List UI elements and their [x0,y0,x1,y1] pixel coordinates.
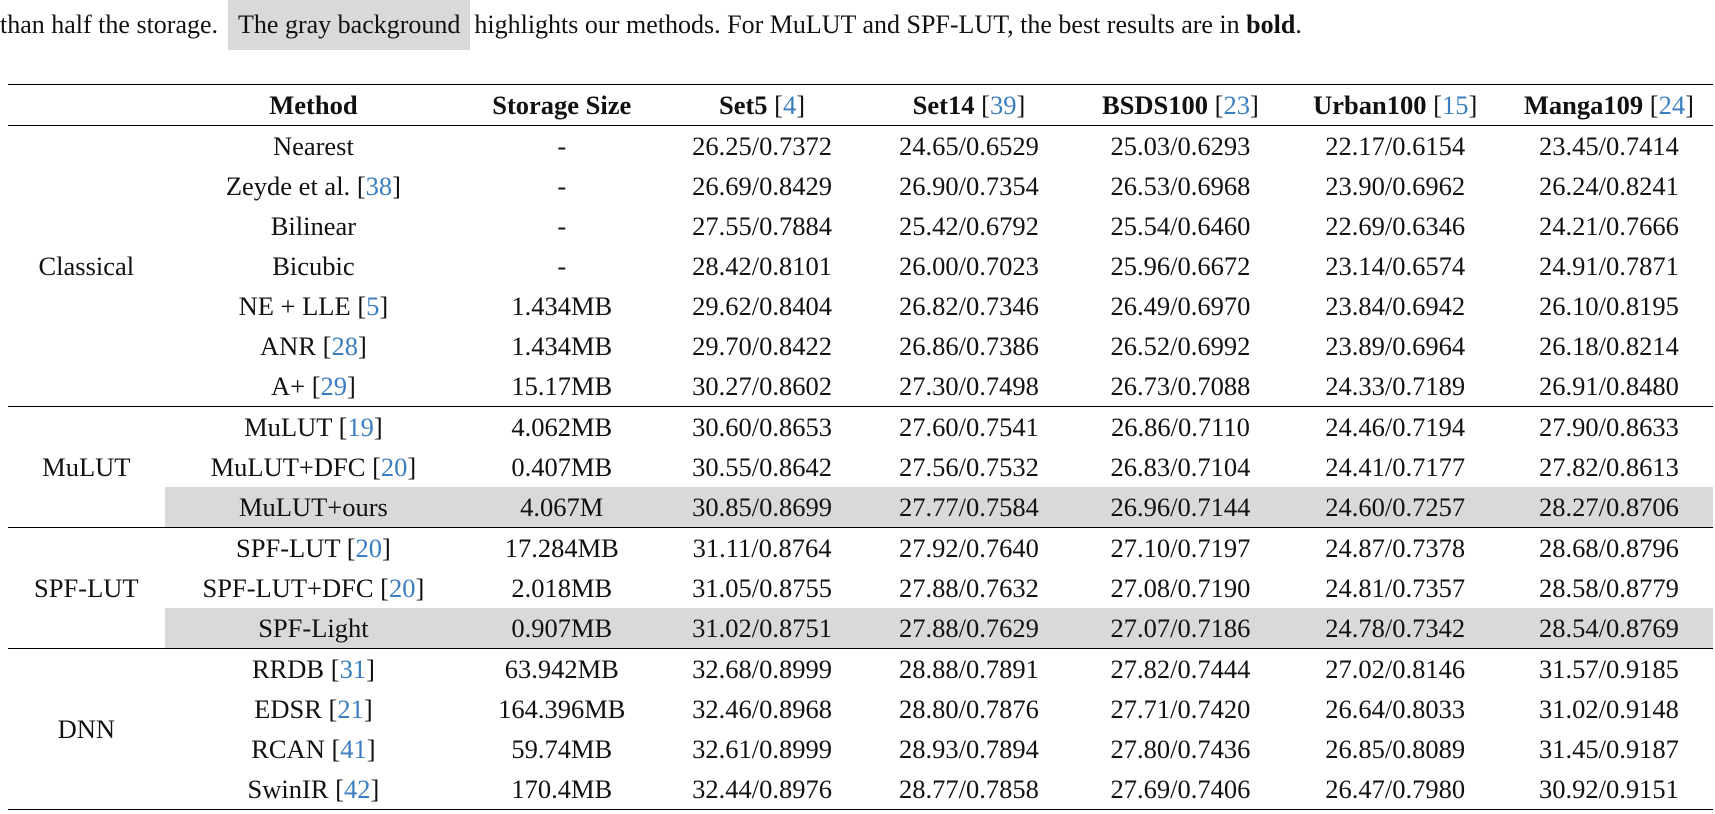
set5-cell: 32.68/0.8999 [692,654,832,684]
table-row [8,126,1713,167]
header-method: Method [269,90,358,120]
caption-prefix: than half the storage. [0,10,219,39]
caption-middle: highlights our methods. For MuLUT and SPF-LUT, the best results are in [474,10,1240,39]
set14-cell: 27.88/0.7632 [899,573,1039,603]
set14-cell: 27.77/0.7584 [863,487,1076,528]
set14-cell: 28.80/0.7876 [899,694,1039,724]
bsds-cell: 25.03/0.6293 [1110,131,1251,161]
method-cell: MuLUT+ours [165,487,463,528]
group-dnn [8,649,1713,810]
group-label: SPF-LUT [34,573,139,603]
set14-cell: 28.77/0.7858 [899,774,1039,804]
ref-link[interactable]: 31 [339,654,367,684]
urban-cell: 23.14/0.6574 [1325,251,1466,281]
manga-cell: 28.68/0.8796 [1538,533,1679,563]
bsds-cell: 27.80/0.7436 [1110,734,1251,764]
ref-link[interactable]: 38 [365,171,393,201]
set5-cell: 31.11/0.8764 [692,533,832,563]
set5-cell: 32.46/0.8968 [692,694,832,724]
ref-link[interactable]: 19 [347,412,374,442]
table-row [8,447,1713,487]
urban-cell: 27.02/0.8146 [1325,654,1466,684]
set5-cell: 28.42/0.8101 [692,251,832,281]
manga-cell: 26.10/0.8195 [1538,291,1679,321]
ref-link[interactable]: 5 [366,291,380,321]
set14-cell: 26.86/0.7386 [899,331,1039,361]
bsds-cell: 27.08/0.7190 [1110,573,1251,603]
method-cell: Nearest [272,131,354,161]
urban-cell: 23.89/0.6964 [1325,331,1466,361]
method-cell: SPF-LUT [20] [235,533,391,563]
manga-cell: 31.57/0.9185 [1538,654,1679,684]
storage-cell: 1.434MB [511,331,613,361]
ref-link[interactable]: 29 [320,371,348,401]
urban-cell: 26.64/0.8033 [1325,694,1466,724]
table-row [8,769,1713,810]
set5-cell: 30.27/0.8602 [692,371,832,401]
set5-cell: 31.05/0.8755 [692,573,832,603]
caption-suffix: . [1295,10,1302,39]
urban-cell: 22.69/0.6346 [1325,211,1466,241]
method-cell: RRDB [31] [251,654,375,684]
bsds-cell: 26.73/0.7088 [1110,371,1251,401]
urban-cell: 26.47/0.7980 [1325,774,1466,804]
storage-cell: 17.284MB [504,533,619,563]
table-row [8,206,1713,246]
urban-cell: 24.33/0.7189 [1325,371,1466,401]
bsds-cell: 26.53/0.6968 [1110,171,1251,201]
manga-cell: 26.91/0.8480 [1538,371,1679,401]
method-cell: A+ [29] [270,371,356,401]
header-set14: Set14 [39] [912,90,1026,120]
storage-cell: 0.907MB [462,608,661,649]
set5-cell: 29.70/0.8422 [692,331,832,361]
bsds-cell: 26.49/0.6970 [1110,291,1251,321]
set5-cell: 26.69/0.8429 [692,171,832,201]
set5-cell: 31.02/0.8751 [661,608,862,649]
storage-cell: - [557,251,567,281]
set14-cell: 27.60/0.7541 [899,412,1039,442]
set14-cell: 27.30/0.7498 [899,371,1039,401]
group-spf-lut [8,528,1713,649]
set5-cell: 27.55/0.7884 [692,211,832,241]
manga-cell: 26.24/0.8241 [1538,171,1679,201]
manga-cell: 24.21/0.7666 [1538,211,1679,241]
group-classical [8,126,1713,407]
ref-link[interactable]: 20 [380,452,408,482]
ref-link[interactable]: 28 [331,331,358,361]
storage-cell: 170.4MB [511,774,613,804]
storage-cell: 0.407MB [511,452,613,482]
table-row [8,528,1713,569]
manga-cell: 27.82/0.8613 [1538,452,1679,482]
header-urban100: Urban100 [15] [1313,90,1478,120]
set5-cell: 29.62/0.8404 [692,291,832,321]
storage-cell: 4.062MB [511,412,613,442]
bsds-cell: 27.82/0.7444 [1110,654,1251,684]
urban-cell: 24.78/0.7342 [1286,608,1505,649]
set5-cell: 30.60/0.8653 [692,412,832,442]
method-cell: ANR [28] [260,331,367,361]
bsds-cell: 25.54/0.6460 [1110,211,1251,241]
bsds-cell: 27.71/0.7420 [1110,694,1251,724]
header-storage: Storage Size [492,90,632,120]
table-row [8,608,1713,649]
ref-link[interactable]: 20 [355,533,383,563]
manga-cell: 31.02/0.9148 [1538,694,1679,724]
ref-link[interactable]: 24 [1658,90,1686,120]
results-table [8,84,1713,810]
ref-link[interactable]: 41 [340,734,367,764]
bsds-cell: 27.69/0.7406 [1110,774,1251,804]
urban-cell: 24.41/0.7177 [1325,452,1466,482]
method-cell: Bicubic [272,251,355,281]
table-row [8,166,1713,206]
manga-cell: 30.92/0.9151 [1538,774,1679,804]
method-cell: MuLUT [19] [244,412,383,442]
manga-cell: 28.27/0.8706 [1505,487,1713,528]
table-row [8,689,1713,729]
method-cell: NE + LLE [5] [238,291,389,321]
set14-cell: 26.90/0.7354 [899,171,1039,201]
manga-cell: 23.45/0.7414 [1538,131,1679,161]
group-label: MuLUT [42,452,131,482]
storage-cell: 59.74MB [511,734,613,764]
set14-cell: 24.65/0.6529 [899,131,1039,161]
ref-link[interactable]: 15 [1441,90,1469,120]
header-bsds100: BSDS100 [23] [1102,90,1259,120]
set5-cell: 30.85/0.8699 [661,487,862,528]
storage-cell: 2.018MB [511,573,613,603]
header-manga109: Manga109 [24] [1523,90,1694,120]
method-cell: SPF-Light [165,608,463,649]
urban-cell: 23.90/0.6962 [1325,171,1466,201]
set14-cell: 26.82/0.7346 [899,291,1039,321]
table-row [8,246,1713,286]
storage-cell: - [557,211,567,241]
table-row [8,729,1713,769]
ref-link[interactable]: 4 [782,90,797,120]
table-row [8,649,1713,690]
manga-cell: 28.54/0.8769 [1505,608,1713,649]
method-cell: RCAN [41] [251,734,376,764]
manga-cell: 24.91/0.7871 [1538,251,1679,281]
set14-cell: 27.92/0.7640 [899,533,1039,563]
group-label: DNN [57,714,116,744]
set14-cell: 28.88/0.7891 [899,654,1039,684]
set14-cell: 25.42/0.6792 [899,211,1039,241]
header-row [8,85,1713,126]
bsds-cell: 27.07/0.7186 [1075,608,1285,649]
method-cell: Bilinear [270,211,357,241]
ref-link[interactable]: 23 [1223,90,1250,120]
bsds-cell: 25.96/0.6672 [1110,251,1251,281]
storage-cell: - [557,171,567,201]
method-cell: Zeyde et al. [38] [225,171,401,201]
header-set5: Set5 [4] [718,90,806,120]
urban-cell: 24.60/0.7257 [1286,487,1505,528]
caption-bold-word: bold [1246,10,1296,39]
bsds-cell: 27.10/0.7197 [1110,533,1251,563]
manga-cell: 31.45/0.9187 [1538,734,1679,764]
table-row [8,366,1713,407]
urban-cell: 24.87/0.7378 [1325,533,1466,563]
storage-cell: 15.17MB [511,371,613,401]
bsds-cell: 26.52/0.6992 [1110,331,1251,361]
table-caption [0,0,1715,50]
storage-cell: 4.067M [462,487,661,528]
table-row [8,326,1713,366]
urban-cell: 24.46/0.7194 [1325,412,1466,442]
set5-cell: 32.44/0.8976 [692,774,832,804]
storage-cell: 63.942MB [504,654,619,684]
table-row [8,568,1713,608]
ref-link[interactable]: 42 [343,774,371,804]
set14-cell: 28.93/0.7894 [899,734,1039,764]
urban-cell: 23.84/0.6942 [1325,291,1466,321]
group-mulut [8,407,1713,528]
table-row [8,286,1713,326]
method-cell: SwinIR [42] [247,774,380,804]
bsds-cell: 26.86/0.7110 [1110,412,1250,442]
manga-cell: 26.18/0.8214 [1538,331,1679,361]
set5-cell: 30.55/0.8642 [692,452,832,482]
caption-highlight-sample: The gray background [228,0,470,50]
method-cell: SPF-LUT+DFC [20] [202,573,425,603]
urban-cell: 26.85/0.8089 [1325,734,1466,764]
urban-cell: 22.17/0.6154 [1325,131,1466,161]
bsds-cell: 26.83/0.7104 [1110,452,1251,482]
set14-cell: 27.56/0.7532 [899,452,1039,482]
set5-cell: 32.61/0.8999 [692,734,832,764]
group-label: Classical [38,251,135,281]
table-row [8,407,1713,448]
table-row [8,487,1713,528]
set14-cell: 26.00/0.7023 [899,251,1039,281]
header-group [8,85,165,126]
ref-link[interactable]: 20 [389,573,416,603]
ref-link[interactable]: 21 [337,694,364,724]
manga-cell: 28.58/0.8779 [1538,573,1679,603]
storage-cell: - [557,131,567,161]
manga-cell: 27.90/0.8633 [1538,412,1679,442]
set5-cell: 26.25/0.7372 [692,131,832,161]
storage-cell: 1.434MB [511,291,613,321]
method-cell: MuLUT+DFC [20] [210,452,417,482]
ref-link[interactable]: 39 [989,90,1017,120]
urban-cell: 24.81/0.7357 [1325,573,1466,603]
set14-cell: 27.88/0.7629 [863,608,1076,649]
storage-cell: 164.396MB [498,694,626,724]
method-cell: EDSR [21] [254,694,373,724]
bsds-cell: 26.96/0.7144 [1075,487,1285,528]
